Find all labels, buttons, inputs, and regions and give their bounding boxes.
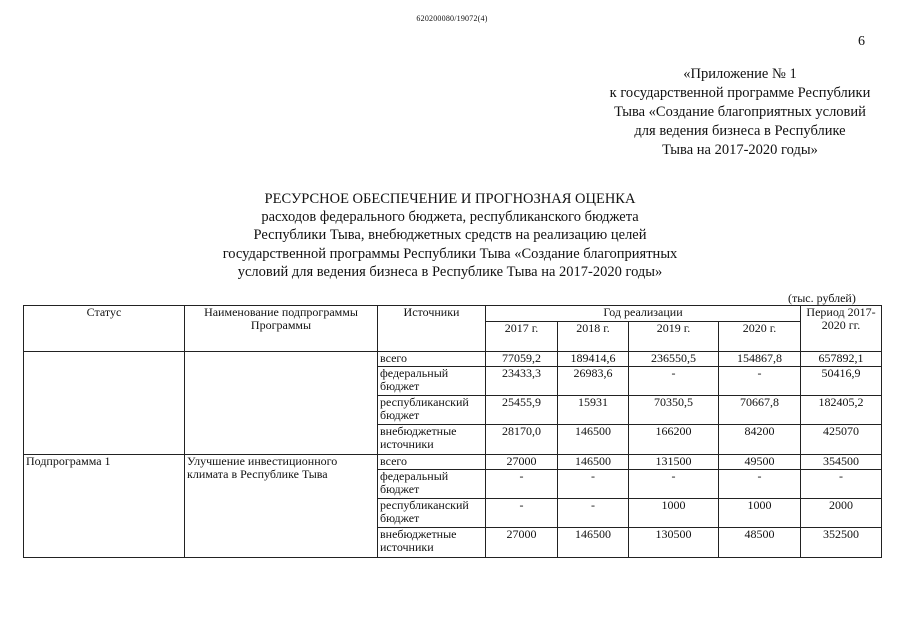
- value-total: 182405,2: [801, 396, 882, 425]
- source-cell: федеральный бюджет: [378, 470, 486, 499]
- value-2019: 1000: [629, 499, 719, 528]
- value-2020: 84200: [719, 425, 801, 455]
- value-2018: 15931: [558, 396, 629, 425]
- appendix-line: Тыва «Создание благоприятных условий: [614, 104, 866, 120]
- document-title: [160, 190, 740, 281]
- table-row: [24, 455, 882, 470]
- header-year-2017: 2017 г.: [486, 322, 558, 352]
- resource-table: [23, 305, 882, 558]
- value-2019: 166200: [629, 425, 719, 455]
- status-cell: Подпрограмма 1: [24, 455, 185, 558]
- value-2020: -: [719, 367, 801, 396]
- table-row: [24, 352, 882, 367]
- header-year-2019: 2019 г.: [629, 322, 719, 352]
- header-status: Статус: [24, 306, 185, 352]
- status-cell: [24, 352, 185, 455]
- value-total: 50416,9: [801, 367, 882, 396]
- value-2017: 27000: [486, 455, 558, 470]
- subprogram-name-cell: Улучшение инвестиционного климата в Республике Тыва: [185, 455, 378, 558]
- value-total: 352500: [801, 528, 882, 558]
- appendix-line: Тыва на 2017-2020 годы»: [662, 142, 818, 158]
- value-2019: 70350,5: [629, 396, 719, 425]
- value-2017: 25455,9: [486, 396, 558, 425]
- value-2017: -: [486, 499, 558, 528]
- source-cell: внебюджетные источники: [378, 425, 486, 455]
- title-line: условий для ведения бизнеса в Республике Тыва на 2017-2020 годы»: [237, 263, 663, 280]
- header-name: Наименование подпрограммы Программы: [185, 306, 378, 352]
- value-2020: -: [719, 470, 801, 499]
- value-total: 354500: [801, 455, 882, 470]
- header-year-2020: 2020 г.: [719, 322, 801, 352]
- value-2020: 49500: [719, 455, 801, 470]
- value-2020: 1000: [719, 499, 801, 528]
- value-2018: -: [558, 470, 629, 499]
- title-line: расходов федерального бюджета, республиканского бюджета: [261, 209, 639, 226]
- value-total: 657892,1: [801, 352, 882, 367]
- value-2020: 48500: [719, 528, 801, 558]
- units-note: (тыс. рублей): [788, 291, 856, 305]
- source-cell: федеральный бюджет: [378, 367, 486, 396]
- header-year-2018: 2018 г.: [558, 322, 629, 352]
- value-2018: 189414,6: [558, 352, 629, 367]
- value-2017: 28170,0: [486, 425, 558, 455]
- value-2020: 154867,8: [719, 352, 801, 367]
- subprogram-name-cell: [185, 352, 378, 455]
- value-2017: -: [486, 470, 558, 499]
- title-line: РЕСУРСНОЕ ОБЕСПЕЧЕНИЕ И ПРОГНОЗНАЯ ОЦЕНКА: [264, 191, 636, 207]
- value-2019: 131500: [629, 455, 719, 470]
- value-total: -: [801, 470, 882, 499]
- appendix-heading: [590, 65, 890, 160]
- source-cell: всего: [378, 455, 486, 470]
- value-2019: 236550,5: [629, 352, 719, 367]
- value-2020: 70667,8: [719, 396, 801, 425]
- value-2019: -: [629, 367, 719, 396]
- value-2019: 130500: [629, 528, 719, 558]
- value-2018: 26983,6: [558, 367, 629, 396]
- value-total: 425070: [801, 425, 882, 455]
- document-number: 620200080/19072(4): [416, 14, 488, 23]
- value-2018: 146500: [558, 528, 629, 558]
- header-period: Период 2017-2020 гг.: [801, 306, 882, 352]
- source-cell: внебюджетные источники: [378, 528, 486, 558]
- title-line: Республики Тыва, внебюджетных средств на реализацию целей: [253, 227, 647, 244]
- appendix-line: к государственной программе Республики: [609, 85, 871, 101]
- header-sources: Источники: [378, 306, 486, 352]
- header-year-group: Год реализации: [486, 306, 801, 322]
- title-line: государственной программы Республики Тыва «Создание благоприятных: [222, 245, 678, 262]
- value-2017: 23433,3: [486, 367, 558, 396]
- value-2019: -: [629, 470, 719, 499]
- value-2018: 146500: [558, 455, 629, 470]
- value-2017: 27000: [486, 528, 558, 558]
- source-cell: всего: [378, 352, 486, 367]
- value-2018: -: [558, 499, 629, 528]
- value-total: 2000: [801, 499, 882, 528]
- value-2017: 77059,2: [486, 352, 558, 367]
- source-cell: республиканский бюджет: [378, 499, 486, 528]
- source-cell: республиканский бюджет: [378, 396, 486, 425]
- page-number: 6: [858, 34, 865, 49]
- value-2018: 146500: [558, 425, 629, 455]
- appendix-line: для ведения бизнеса в Республике: [634, 123, 846, 139]
- appendix-line: «Приложение № 1: [683, 66, 797, 82]
